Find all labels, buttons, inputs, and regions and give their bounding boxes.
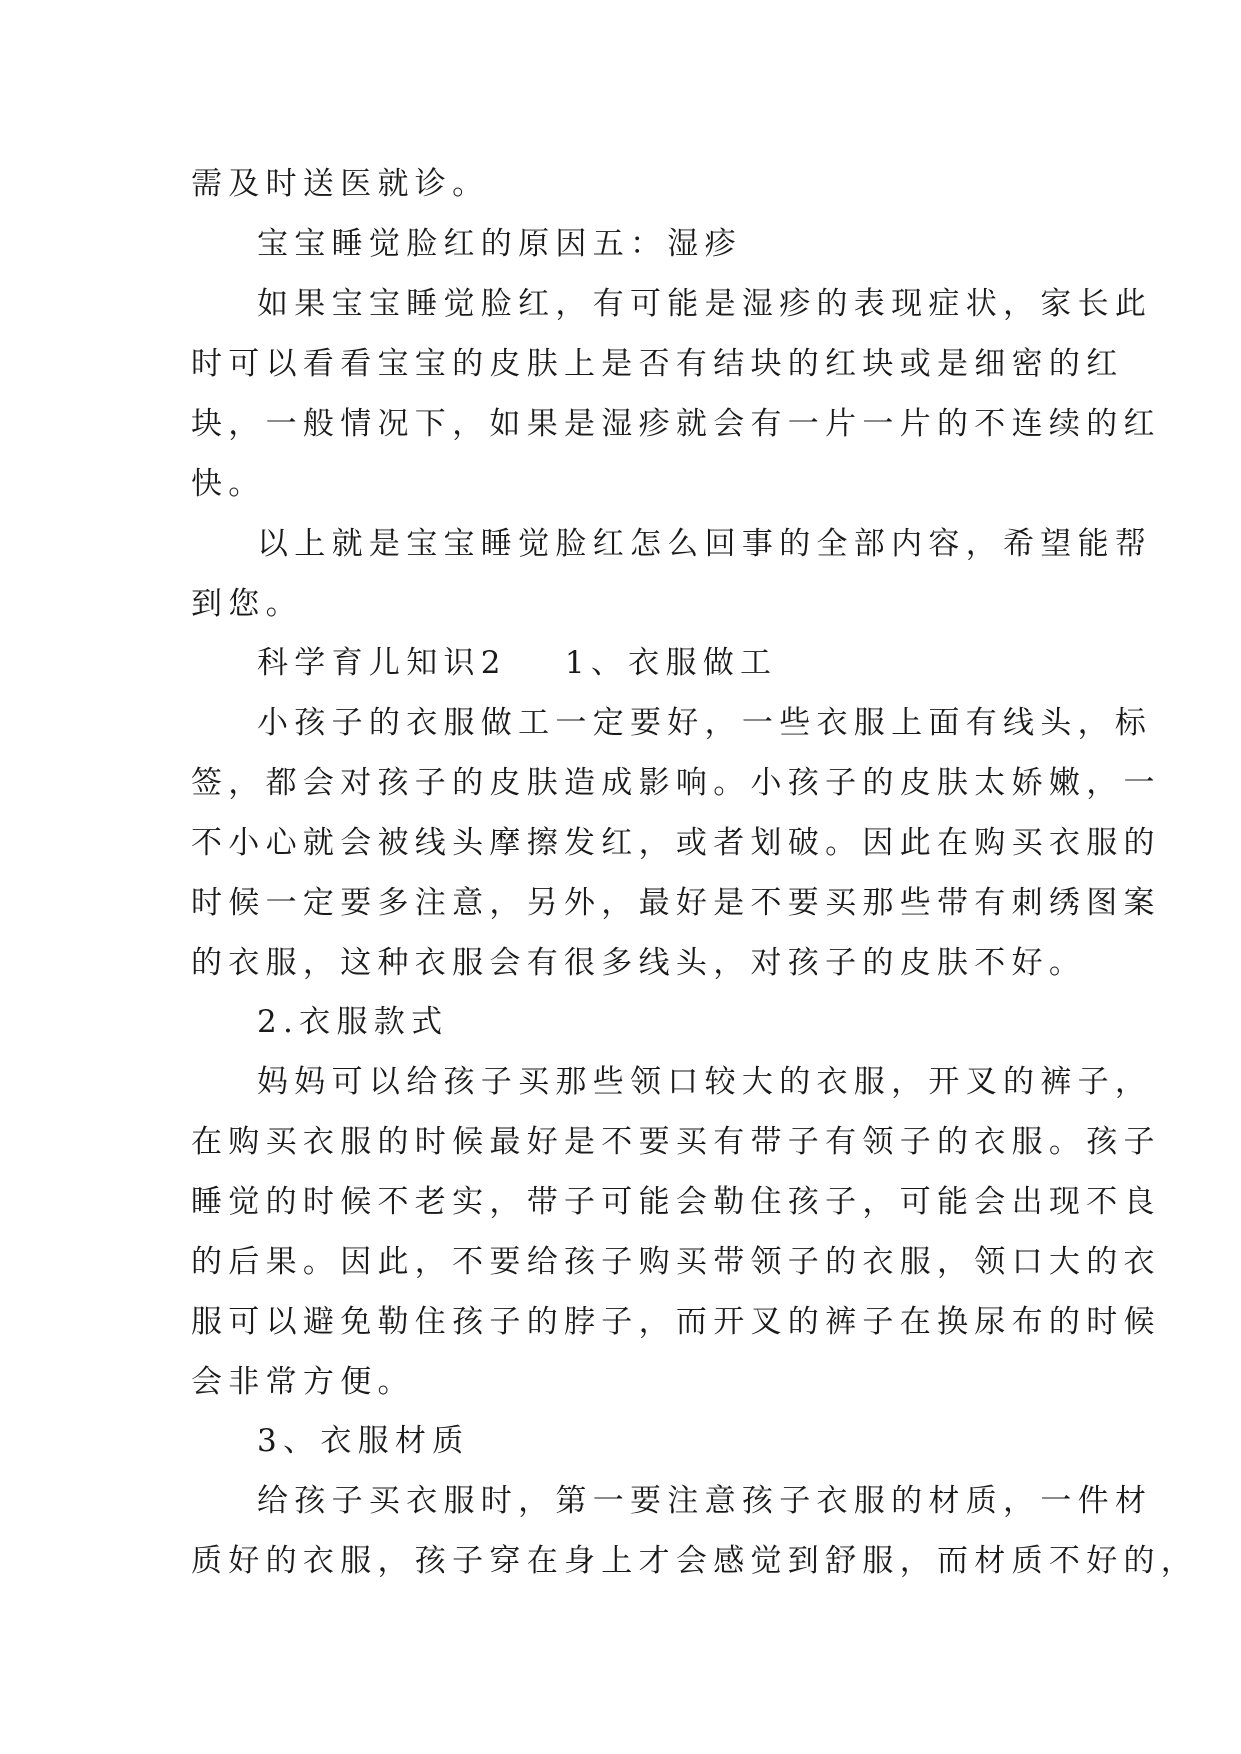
paragraph-line: 妈妈可以给孩子买那些领口较大的衣服，开叉的裤子， <box>257 1064 1153 1100</box>
section-title: 科学育儿知识2 <box>257 645 507 681</box>
paragraph-line: 时可以看看宝宝的皮肤上是否有结块的红块或是细密的红 <box>191 346 1124 382</box>
paragraph-line: 的衣服，这种衣服会有很多线头，对孩子的皮肤不好。 <box>191 945 1087 981</box>
subsection-title: 2.衣服款式 <box>257 1004 449 1040</box>
paragraph-line: 时候一定要多注意，另外，最好是不要买那些带有刺绣图案 <box>191 885 1161 921</box>
paragraph-line: 服可以避免勒住孩子的脖子，而开叉的裤子在换尿布的时候 <box>191 1304 1161 1340</box>
subsection-title: 1、衣服做工 <box>564 645 778 681</box>
section-heading <box>257 643 777 683</box>
paragraph-line: 不小心就会被线头摩擦发红，或者划破。因此在购买衣服的 <box>191 825 1161 861</box>
paragraph-line: 签，都会对孩子的皮肤造成影响。小孩子的皮肤太娇嫩，一 <box>191 765 1161 801</box>
paragraph-line: 在购买衣服的时候最好是不要买有带子有领子的衣服。孩子 <box>191 1124 1161 1160</box>
paragraph-line: 快。 <box>191 466 266 502</box>
paragraph-line: 质好的衣服，孩子穿在身上才会感觉到舒服，而材质不好的， <box>191 1543 1199 1579</box>
paragraph-line: 睡觉的时候不老实，带子可能会勒住孩子，可能会出现不良 <box>191 1184 1161 1220</box>
paragraph-line: 块，一般情况下，如果是湿疹就会有一片一片的不连续的红 <box>191 406 1161 442</box>
paragraph-line: 需及时送医就诊。 <box>191 166 490 202</box>
paragraph-line: 的后果。因此，不要给孩子购买带领子的衣服，领口大的衣 <box>191 1244 1161 1280</box>
paragraph-line: 以上就是宝宝睡觉脸红怎么回事的全部内容，希望能帮 <box>257 526 1153 562</box>
subsection-title: 3、衣服材质 <box>257 1423 470 1459</box>
section-heading: 宝宝睡觉脸红的原因五：湿疹 <box>257 226 742 262</box>
paragraph-line: 会非常方便。 <box>191 1364 415 1400</box>
paragraph-line: 小孩子的衣服做工一定要好，一些衣服上面有线头，标 <box>257 705 1153 741</box>
paragraph-line: 到您。 <box>191 586 303 622</box>
paragraph-line: 给孩子买衣服时，第一要注意孩子衣服的材质，一件材 <box>257 1483 1153 1519</box>
paragraph-line: 如果宝宝睡觉脸红，有可能是湿疹的表现症状，家长此 <box>257 286 1153 322</box>
